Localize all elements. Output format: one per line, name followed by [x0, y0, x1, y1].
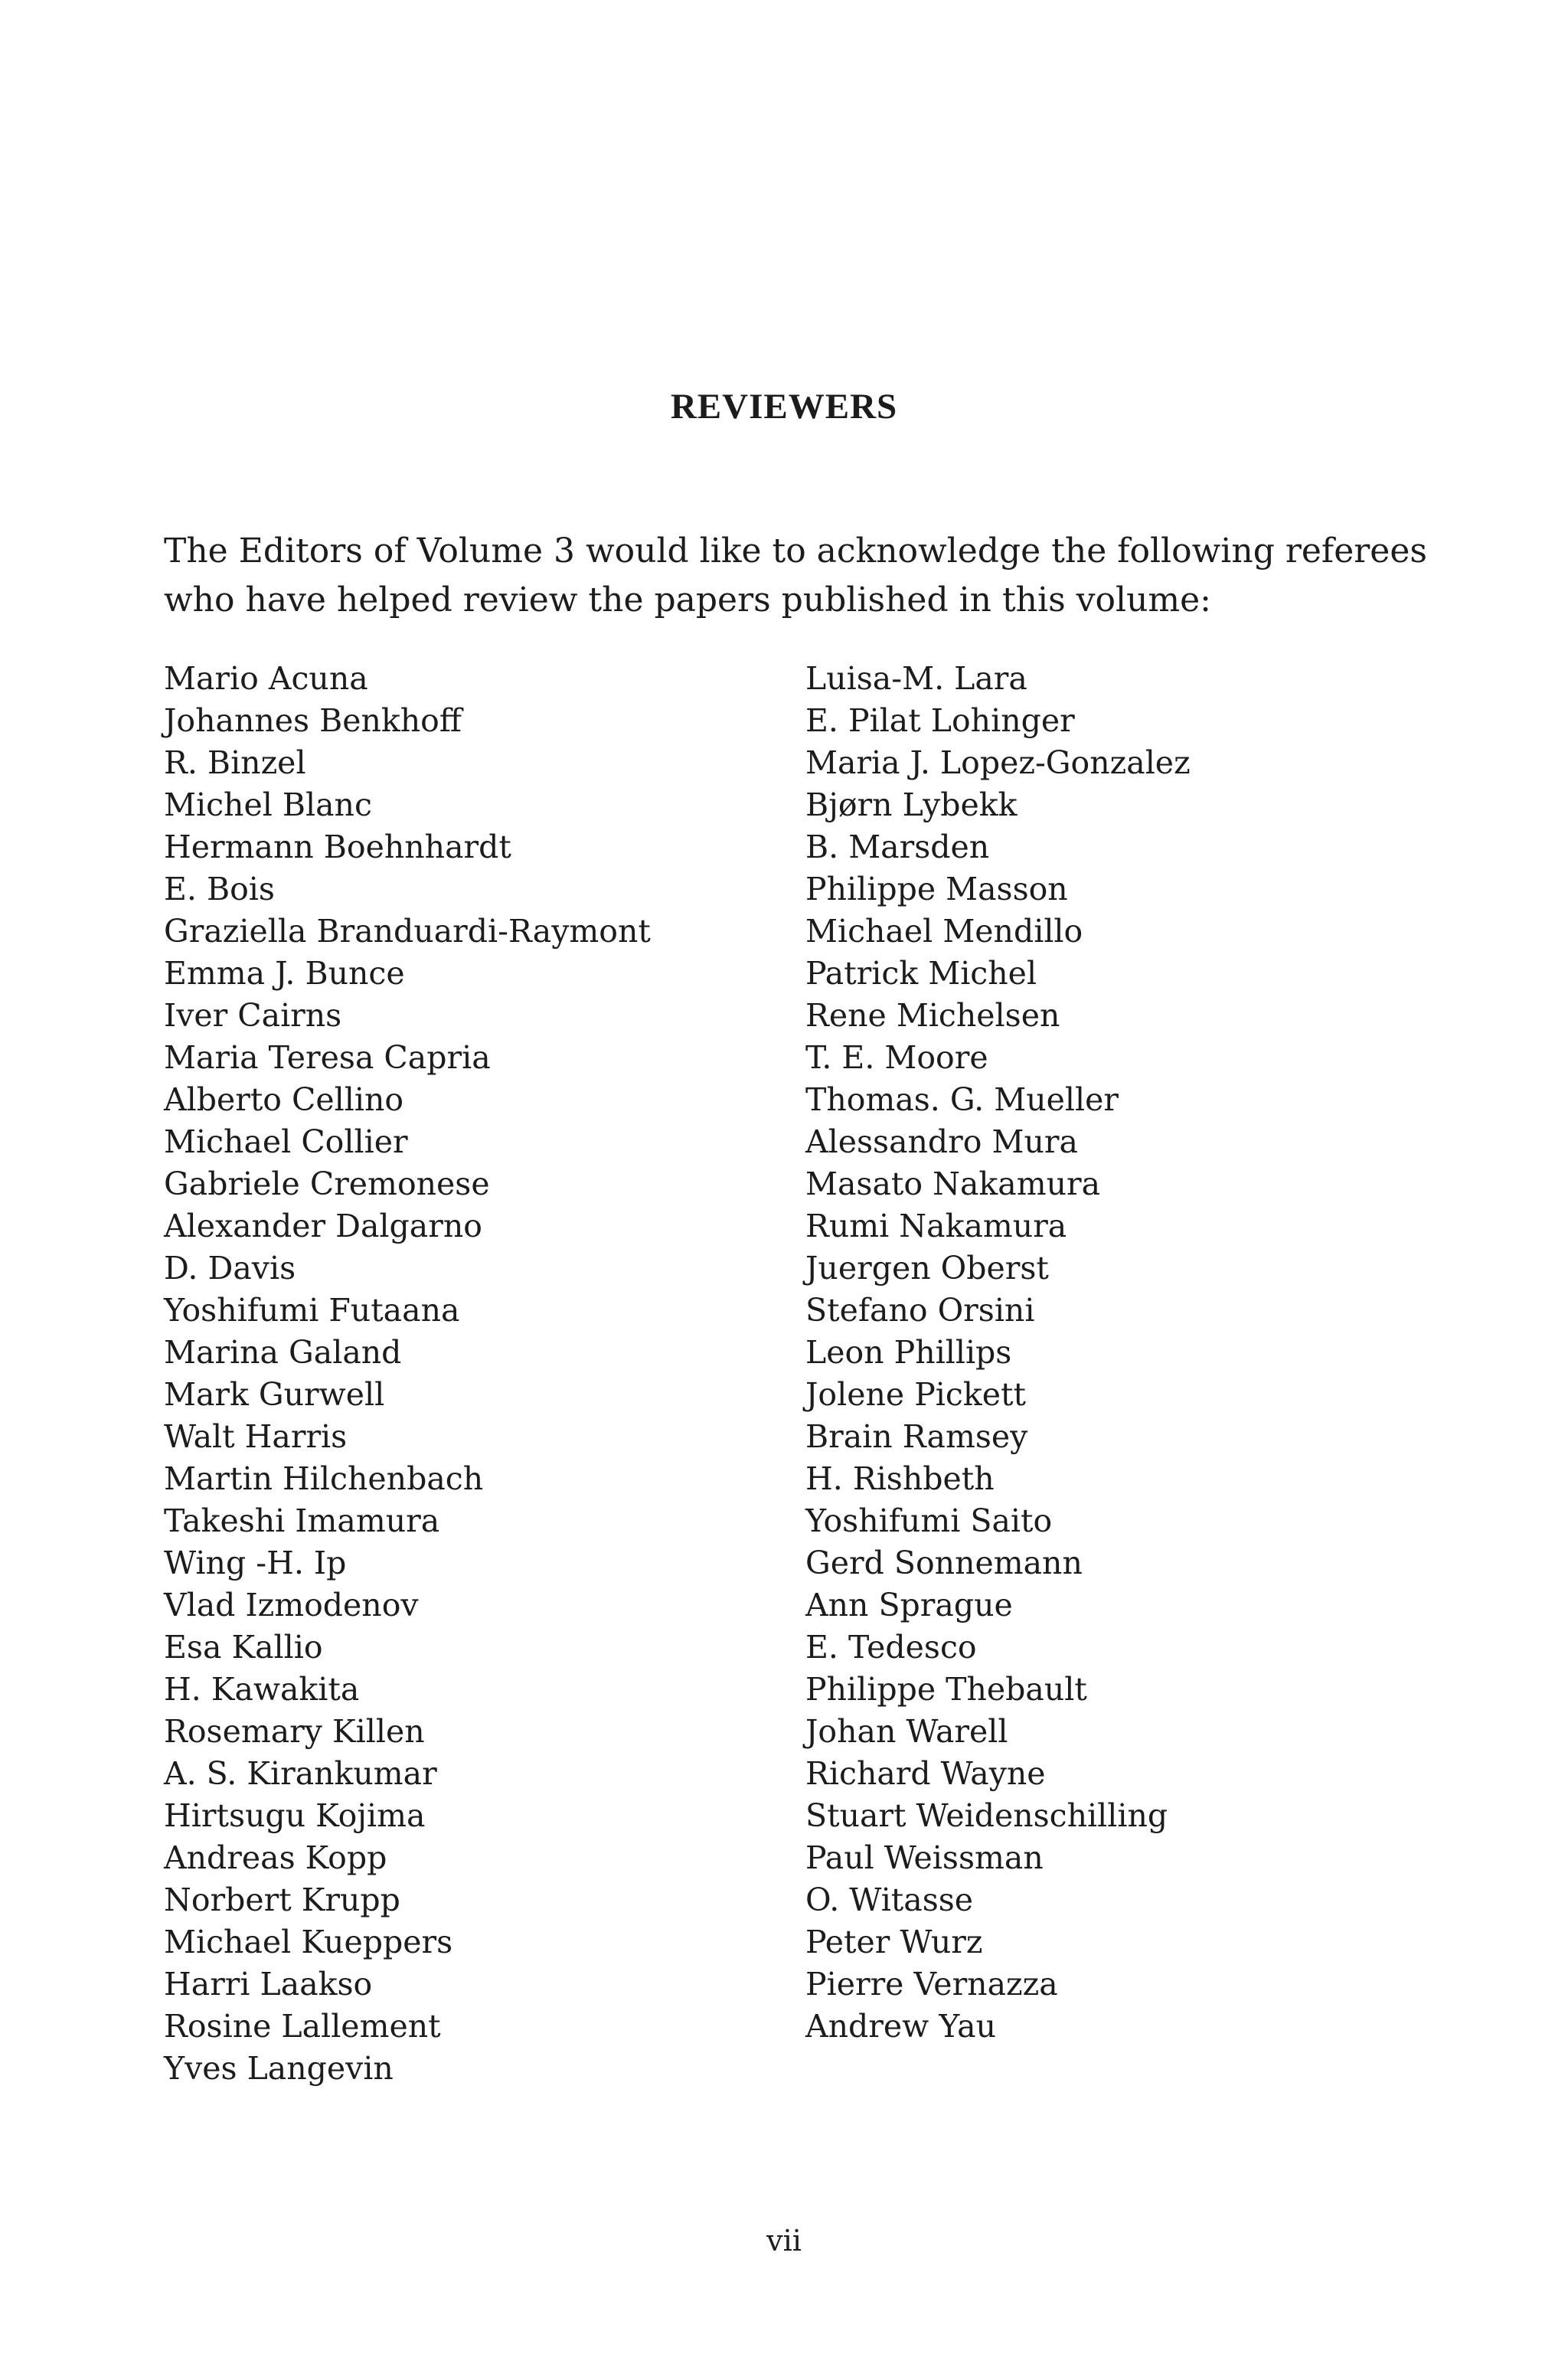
reviewer-name: Marina Galand	[164, 1334, 402, 1371]
reviewer-name: Martin Hilchenbach	[164, 1460, 484, 1497]
reviewer-name: Harri Laakso	[164, 1966, 373, 2003]
reviewer-name: Yves Langevin	[164, 2050, 394, 2087]
reviewer-name: Andreas Kopp	[164, 1839, 387, 1876]
reviewer-name: E. Tedesco	[805, 1629, 977, 1666]
reviewer-name: Yoshifumi Saito	[805, 1502, 1053, 1539]
intro-line: The Editors of Volume 3 would like to acknowledge the following referees	[164, 531, 1427, 571]
reviewer-name: Juergen Oberst	[805, 1250, 1049, 1287]
reviewer-name: Stefano Orsini	[805, 1292, 1035, 1329]
reviewer-name: Mario Acuna	[164, 660, 368, 697]
reviewer-name: Ann Sprague	[805, 1587, 1013, 1623]
reviewer-name: Pierre Vernazza	[805, 1966, 1058, 2003]
reviewer-name: B. Marsden	[805, 829, 990, 865]
reviewer-name: Johan Warell	[805, 1713, 1008, 1750]
reviewer-name: Rosemary Killen	[164, 1713, 425, 1750]
reviewer-name: Maria J. Lopez-Gonzalez	[805, 744, 1191, 781]
reviewer-name: Mark Gurwell	[164, 1376, 385, 1413]
reviewer-name: Rumi Nakamura	[805, 1208, 1067, 1244]
reviewer-name: Paul Weissman	[805, 1839, 1044, 1876]
reviewer-name: Norbert Krupp	[164, 1882, 400, 1918]
reviewer-name: Rosine Lallement	[164, 2008, 441, 2045]
reviewer-name: Esa Kallio	[164, 1629, 323, 1666]
reviewer-name: Graziella Branduardi-Raymont	[164, 913, 651, 950]
reviewer-name: E. Bois	[164, 871, 275, 907]
reviewer-name: E. Pilat Lohinger	[805, 702, 1075, 739]
reviewer-name: Walt Harris	[164, 1418, 348, 1455]
reviewer-name: Wing -H. Ip	[164, 1545, 347, 1581]
reviewer-name: Thomas. G. Mueller	[805, 1081, 1119, 1118]
reviewer-name: Michel Blanc	[164, 786, 372, 823]
reviewer-name: Michael Collier	[164, 1123, 408, 1160]
reviewer-name: Jolene Pickett	[805, 1376, 1026, 1413]
reviewer-name: T. E. Moore	[805, 1039, 988, 1076]
reviewer-name: Yoshifumi Futaana	[164, 1292, 460, 1329]
reviewer-name: Brain Ramsey	[805, 1418, 1028, 1455]
reviewer-name: Gabriele Cremonese	[164, 1166, 490, 1202]
reviewer-name: Richard Wayne	[805, 1755, 1046, 1792]
intro-line: who have helped review the papers published in this volume:	[164, 580, 1211, 620]
reviewers-right-column	[805, 658, 1191, 2048]
reviewer-name: Emma J. Bunce	[164, 955, 405, 992]
reviewer-name: Johannes Benkhoff	[164, 702, 462, 739]
reviewer-name: Philippe Masson	[805, 871, 1068, 907]
reviewer-name: Alessandro Mura	[805, 1123, 1078, 1160]
reviewer-name: Maria Teresa Capria	[164, 1039, 491, 1076]
reviewer-name: A. S. Kirankumar	[164, 1755, 437, 1792]
reviewer-name: Philippe Thebault	[805, 1671, 1087, 1708]
reviewer-name: H. Rishbeth	[805, 1460, 995, 1497]
intro-paragraph	[164, 527, 1427, 625]
reviewer-name: Peter Wurz	[805, 1924, 983, 1960]
reviewer-name: Leon Phillips	[805, 1334, 1012, 1371]
reviewer-name: Michael Kueppers	[164, 1924, 453, 1960]
reviewers-left-column	[164, 658, 651, 2090]
reviewer-name: R. Binzel	[164, 744, 306, 781]
reviewer-name: D. Davis	[164, 1250, 296, 1287]
reviewer-name: Luisa-M. Lara	[805, 660, 1027, 697]
reviewer-name: Vlad Izmodenov	[164, 1587, 419, 1623]
reviewer-name: Andrew Yau	[805, 2008, 996, 2045]
reviewer-name: Michael Mendillo	[805, 913, 1083, 950]
reviewer-name: H. Kawakita	[164, 1671, 360, 1708]
reviewer-name: Hirtsugu Kojima	[164, 1797, 426, 1834]
reviewer-name: Alberto Cellino	[164, 1081, 404, 1118]
reviewer-name: O. Witasse	[805, 1882, 974, 1918]
reviewer-name: Iver Cairns	[164, 997, 342, 1034]
reviewer-name: Rene Michelsen	[805, 997, 1060, 1034]
reviewer-name: Patrick Michel	[805, 955, 1037, 992]
reviewer-name: Takeshi Imamura	[164, 1502, 440, 1539]
reviewer-name: Bjørn Lybekk	[805, 786, 1018, 823]
page-title: REVIEWERS	[670, 387, 898, 427]
reviewer-name: Masato Nakamura	[805, 1166, 1101, 1202]
page-number: vii	[766, 2224, 802, 2258]
reviewer-name: Hermann Boehnhardt	[164, 829, 511, 865]
reviewer-name: Gerd Sonnemann	[805, 1545, 1083, 1581]
reviewer-name: Alexander Dalgarno	[164, 1208, 482, 1244]
reviewer-name: Stuart Weidenschilling	[805, 1797, 1168, 1834]
